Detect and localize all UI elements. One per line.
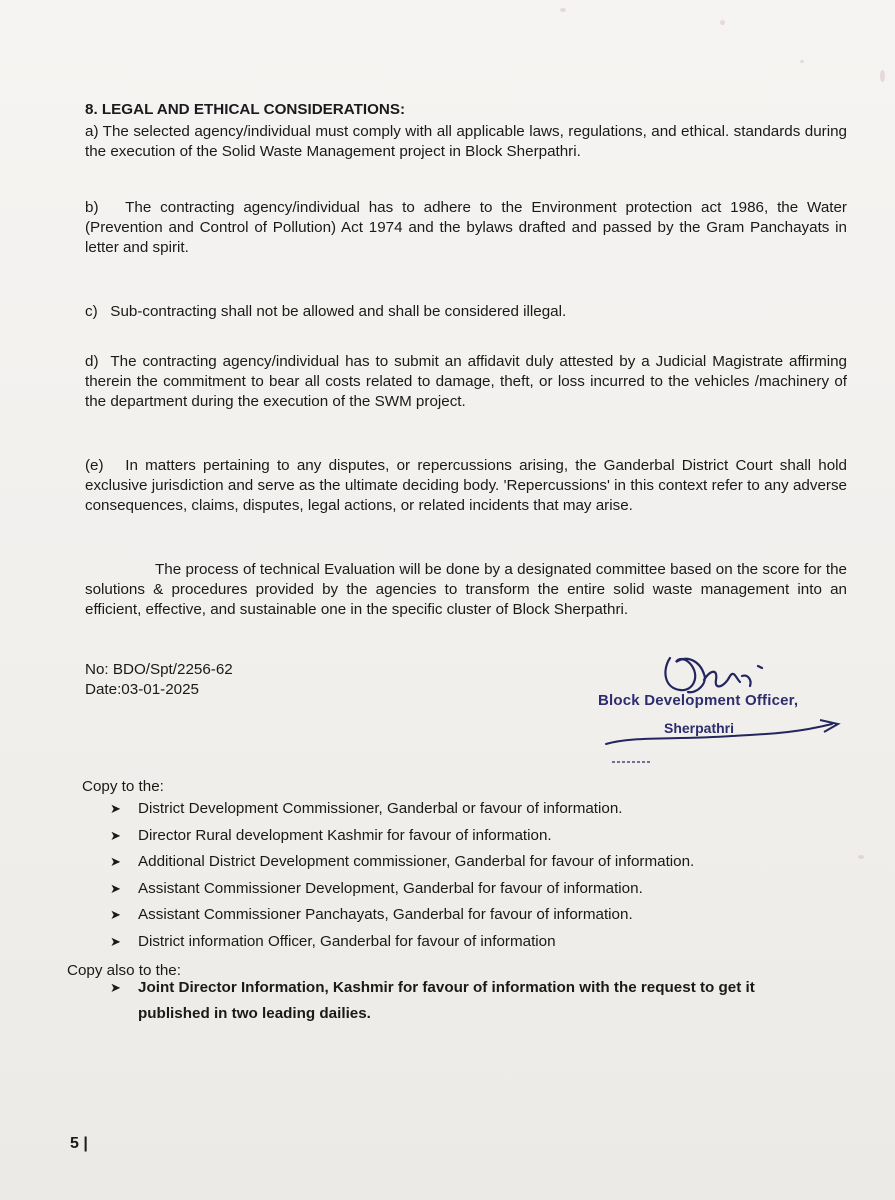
arrow-bullet-icon: ➤ xyxy=(110,801,121,816)
list-item xyxy=(110,876,790,903)
section-heading: 8. LEGAL AND ETHICAL CONSIDERATIONS: xyxy=(85,101,406,118)
copy-also-label: Copy also to the: xyxy=(67,962,181,979)
list-item xyxy=(110,975,810,1027)
list-item xyxy=(110,849,790,876)
clause-d: d) The contracting agency/individual has to submit an affidavit duly attested by a Judicial Magistrate affirming therein the commitment to bear all costs related to damage, theft, or loss incurred to the vehicles /machinery of the department during the execution of the SWM project. xyxy=(85,353,847,410)
signature-block xyxy=(592,640,852,770)
list-item-text: District Development Commissioner, Ganderbal or favour of information. xyxy=(138,800,623,817)
reference-date: Date:03-01-2025 xyxy=(85,681,199,698)
arrow-bullet-icon: ➤ xyxy=(110,980,121,995)
copy-to-label: Copy to the: xyxy=(82,778,164,795)
paper-speck xyxy=(880,70,885,82)
clause-c: c) Sub-contracting shall not be allowed and shall be considered illegal. xyxy=(85,303,567,320)
clause-b: b) The contracting agency/individual has to adhere to the Environment protection act 1986, the Water (Prevention and Control of Pollution) Act 1974 and the bylaws drafted and passed by the Gram Panchayats in letter and spirit. xyxy=(85,199,847,256)
clause-e: (e) In matters pertaining to any disputes, or repercussions arising, the Ganderbal District Court shall hold exclusive jurisdiction and serve as the ultimate deciding body. 'Repercussions' in this context refer to any adverse consequences, claims, disputes, legal actions, or related incidents that may arise. xyxy=(85,457,847,514)
list-item xyxy=(110,796,790,823)
arrow-bullet-icon: ➤ xyxy=(110,880,121,896)
signatory-title: Block Development Officer, xyxy=(598,692,799,709)
signatory-place: Sherpathri xyxy=(664,720,735,736)
copy-to-list xyxy=(110,796,790,955)
paper-speck xyxy=(800,60,804,63)
list-item-text: Additional District Development commissioner, Ganderbal for favour of information. xyxy=(138,853,695,870)
arrow-bullet-icon: ➤ xyxy=(110,933,121,949)
list-item-text: Joint Director Information, Kashmir for favour of information with the request to get it published in two leading dailies. xyxy=(138,979,755,1022)
copy-also-list xyxy=(110,975,810,1027)
page-number: 5 | xyxy=(70,1135,88,1152)
list-item-text: Assistant Commissioner Panchayats, Ganderbal for favour of information. xyxy=(138,906,633,923)
arrow-bullet-icon: ➤ xyxy=(110,827,121,843)
list-item-text: Director Rural development Kashmir for favour of information. xyxy=(138,826,552,844)
list-item-text: Assistant Commissioner Development, Ganderbal for favour of information. xyxy=(138,879,643,897)
paper-speck xyxy=(720,20,725,25)
list-item-text: District information Officer, Ganderbal for favour of information xyxy=(138,932,556,950)
arrow-bullet-icon: ➤ xyxy=(110,854,121,869)
list-item xyxy=(110,929,790,956)
arrow-bullet-icon: ➤ xyxy=(110,907,121,922)
evaluation-paragraph: The process of technical Evaluation will be done by a designated committee based on the score for the solutions & procedures provided by the agencies to transform the entire solid waste management into an efficient, effective, and sustainable one in the specific cluster of Block Sherpathri. xyxy=(85,561,847,618)
reference-number: No: BDO/Spt/2256-62 xyxy=(85,661,233,678)
paper-speck xyxy=(560,8,566,12)
clause-a: a) The selected agency/individual must comply with all applicable laws, regulations, and ethical. standards during the execution of the Solid Waste Management project in Block Sherpathri. xyxy=(85,123,847,160)
paper-speck xyxy=(858,855,864,859)
list-item xyxy=(110,823,790,850)
list-item xyxy=(110,902,790,929)
